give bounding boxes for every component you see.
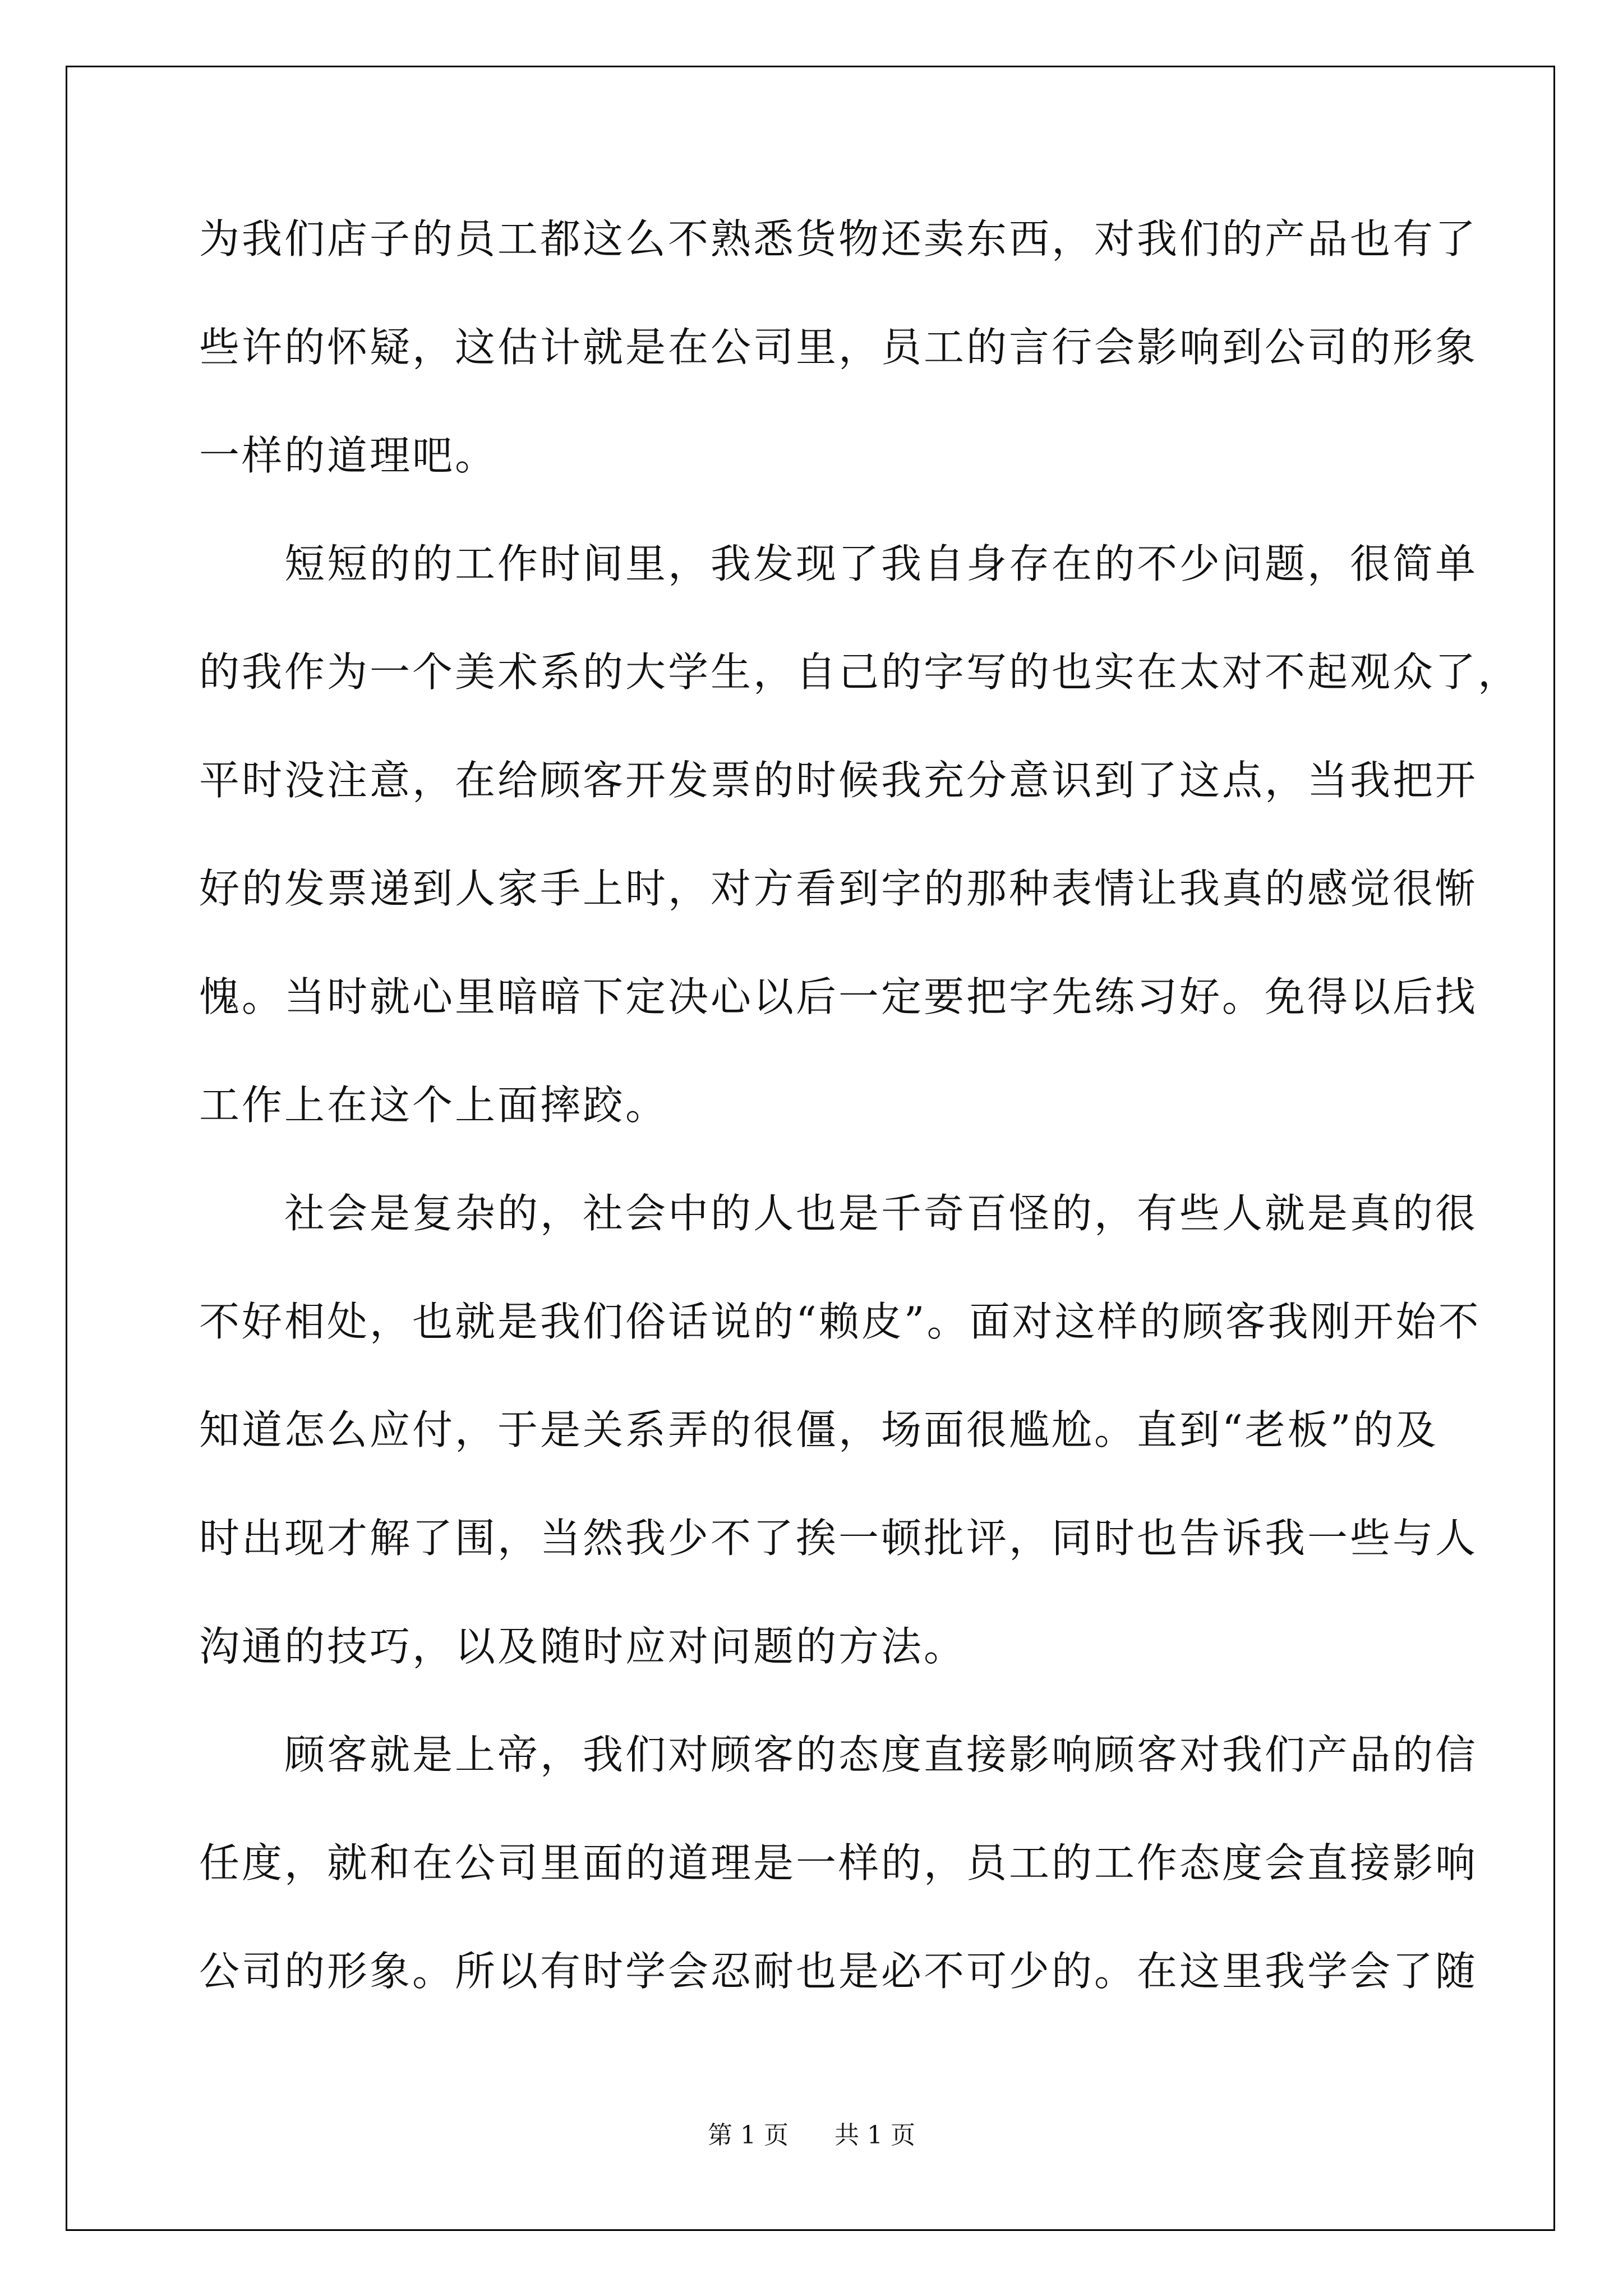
text-line: 沟通的技巧，以及随时应对问题的方法。 [199,1623,967,1670]
text-line: 为我们店子的员工都这么不熟悉货物还卖东西，对我们的产品也有了 [199,215,1478,263]
text-line: 公司的形象。所以有时学会忍耐也是必不可少的。在这里我学会了随 [199,1948,1478,1995]
text-line: 平时没注意，在给顾客开发票的时候我充分意识到了这点，当我把开 [199,757,1478,804]
text-line: 工作上在这个上面摔跤。 [199,1082,668,1129]
page-number-current: 第 1 页 [708,2121,789,2150]
text-line: 的我作为一个美术系的大学生，自己的字写的也实在太对不起观众了， [199,648,1521,696]
text-line: 好的发票递到人家手上时，对方看到字的那种表情让我真的感觉很惭 [199,865,1478,912]
text-line: 一样的道理吧。 [199,432,498,479]
text-line: 时出现才解了围，当然我少不了挨一顿批评，同时也告诉我一些与人 [199,1515,1478,1562]
text-line: 顾客就是上帝，我们对顾客的态度直接影响顾客对我们产品的信 [199,1731,1478,1778]
text-line: 愧。当时就心里暗暗下定决心以后一定要把字先练习好。免得以后找 [199,973,1478,1020]
text-line: 不好相处，也就是我们俗话说的“赖皮”。面对这样的顾客我刚开始不 [199,1298,1481,1345]
text-line: 些许的怀疑，这估计就是在公司里，员工的言行会影响到公司的形象 [199,324,1478,371]
text-line: 知道怎么应付，于是关系弄的很僵，场面很尴尬。直到“老板”的及 [199,1406,1438,1453]
page-number-total: 共 1 页 [834,2121,915,2150]
text-line: 短短的的工作时间里，我发现了我自身存在的不少问题，很简单 [199,540,1478,587]
text-line: 任度，就和在公司里面的道理是一样的，员工的工作态度会直接影响 [199,1839,1478,1887]
text-line: 社会是复杂的，社会中的人也是千奇百怪的，有些人就是真的很 [199,1190,1478,1237]
page-footer [0,2115,1623,2151]
document-body [199,185,1521,2026]
